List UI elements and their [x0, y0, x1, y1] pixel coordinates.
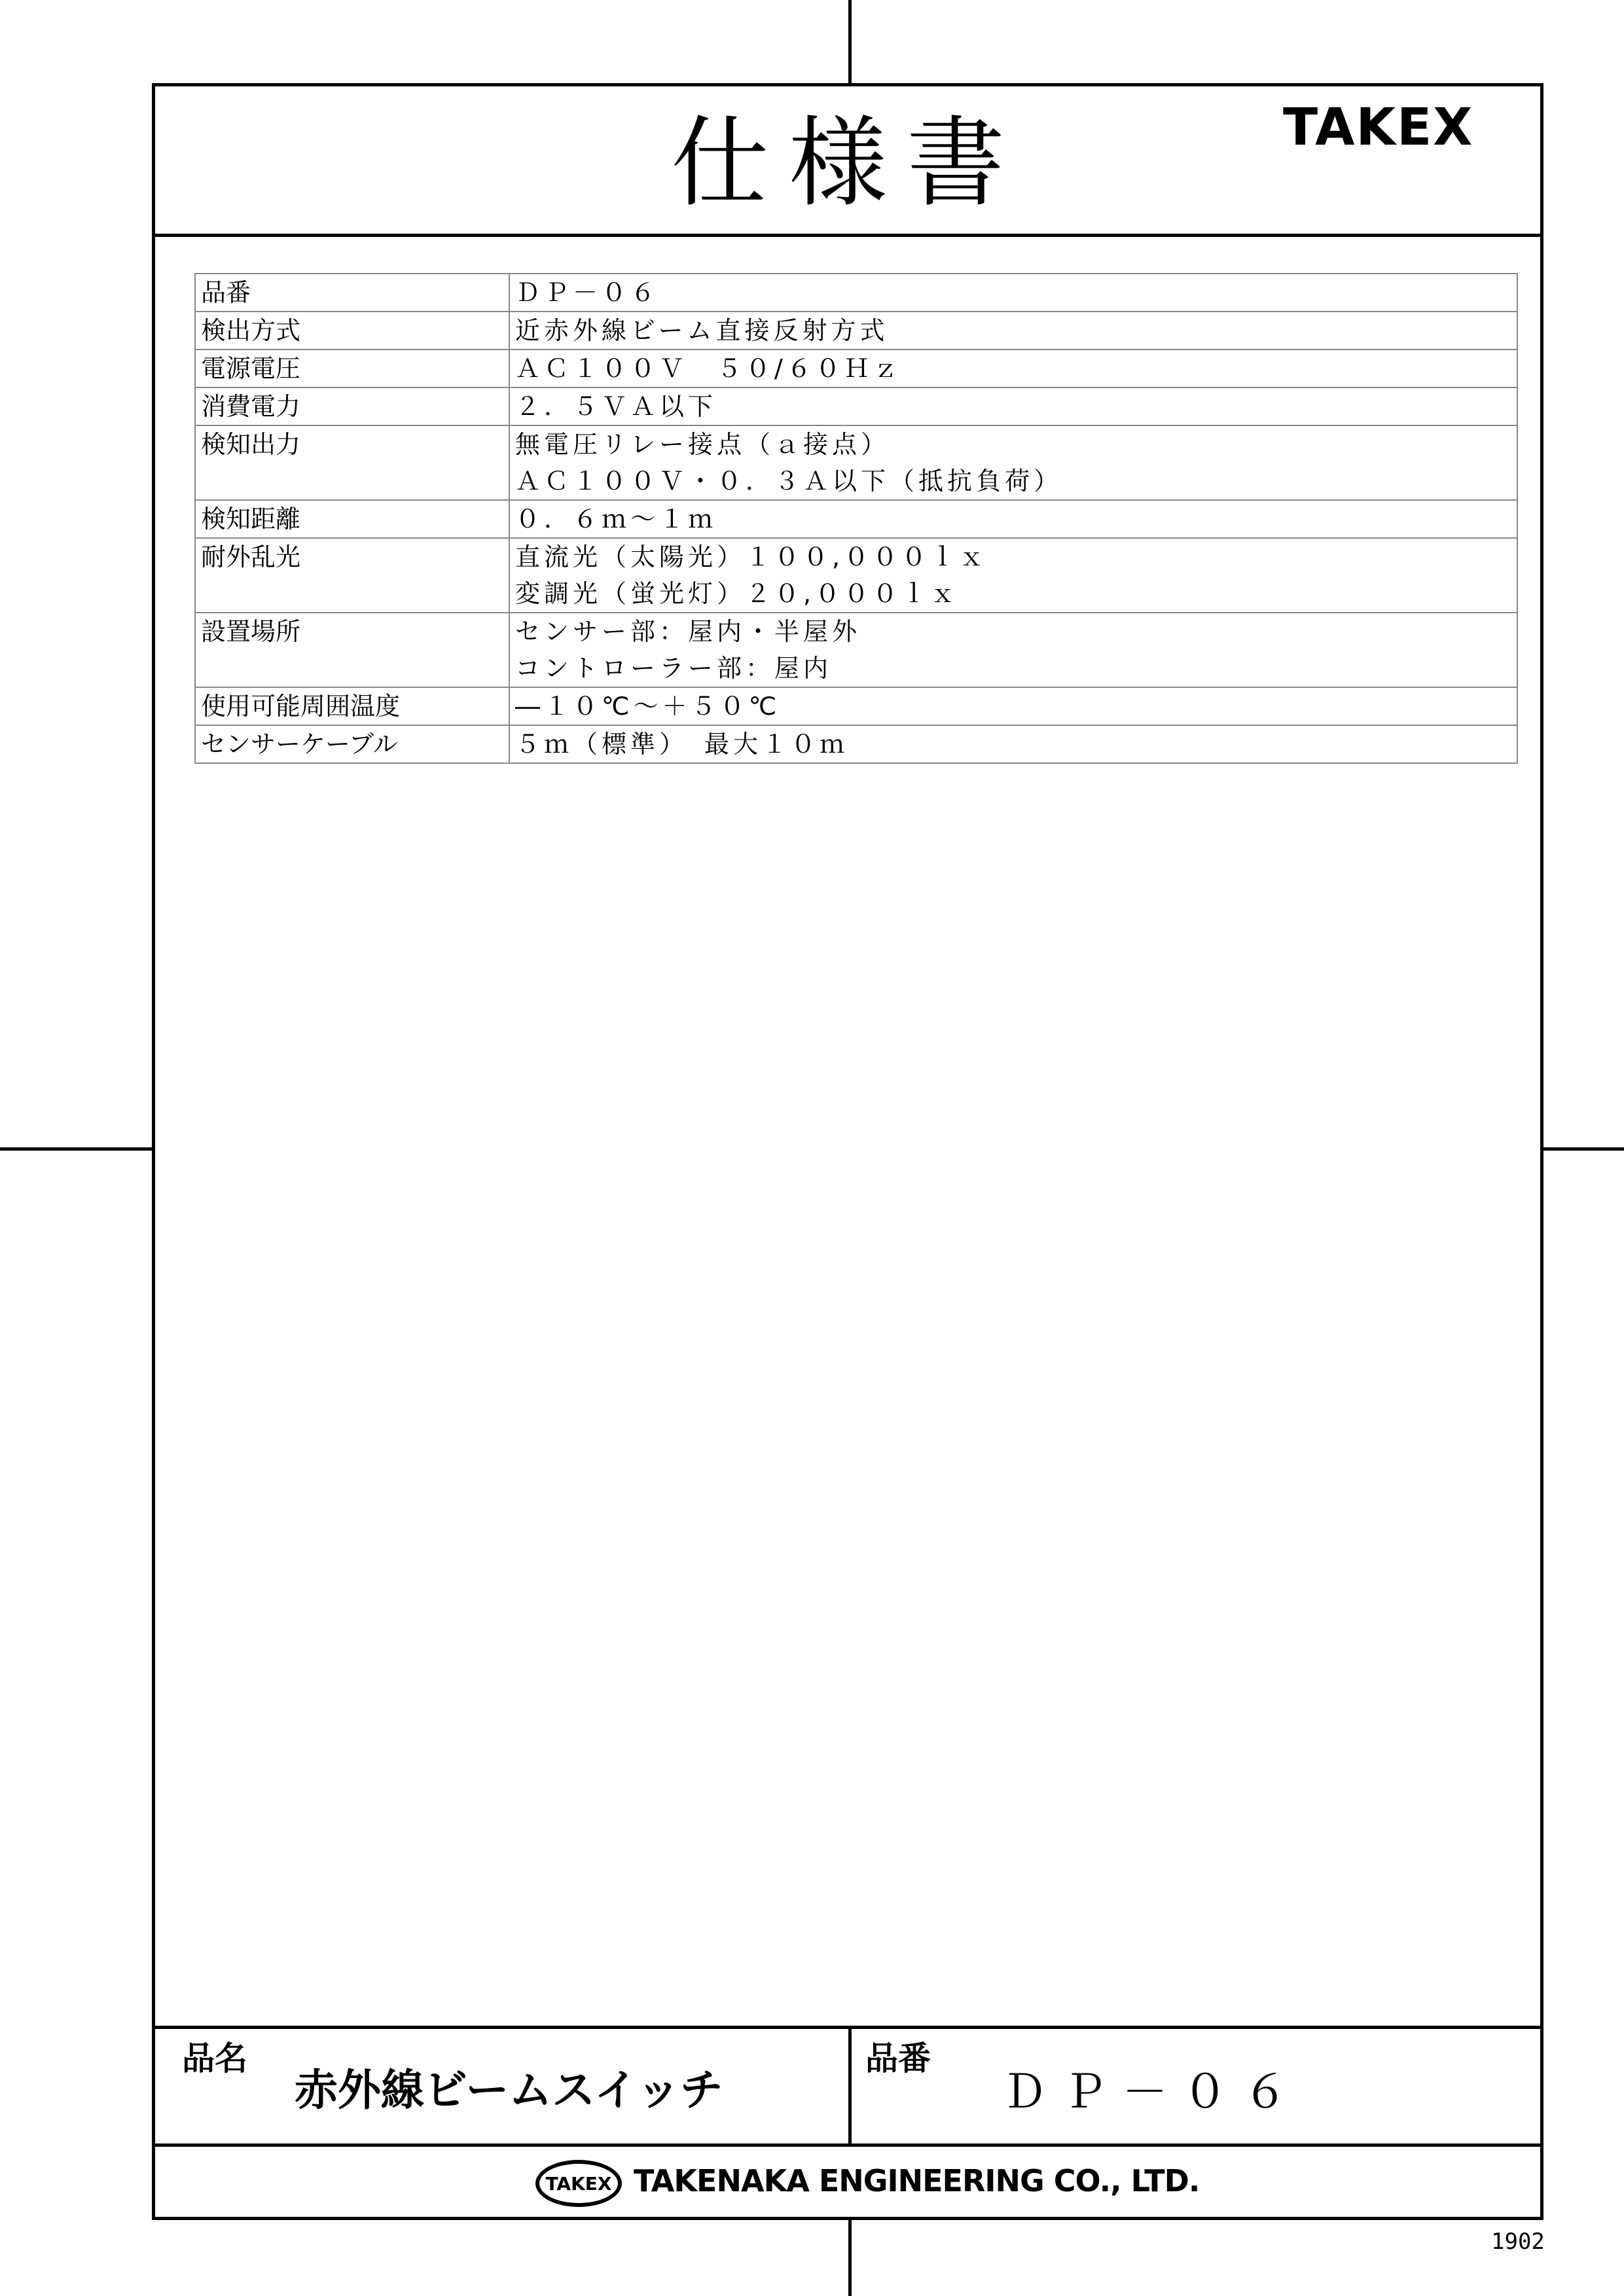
crop-mark-bottom [848, 2220, 852, 2296]
spec-table-body [195, 274, 1517, 763]
spec-row [195, 387, 1517, 425]
spec-label: 検出方式 [195, 312, 509, 350]
spec-row [195, 312, 1517, 350]
footer-company-divider [152, 2144, 1543, 2147]
footer-center-divider [848, 2026, 852, 2147]
spec-value [509, 387, 1517, 425]
spec-label: 消費電力 [195, 387, 509, 425]
spec-row [195, 725, 1517, 763]
crop-mark-top [848, 0, 852, 83]
spec-table [194, 273, 1518, 764]
spec-label: 使用可能周囲温度 [195, 687, 509, 725]
footer-top-divider [152, 2026, 1543, 2029]
spec-value [509, 425, 1517, 500]
spec-value [509, 274, 1517, 312]
spec-label: センサーケーブル [195, 725, 509, 763]
spec-value-line: ０．６ｍ～１ｍ [515, 505, 717, 533]
spec-value-line: ＡＣ１００Ｖ・０．３Ａ以下（抵抗負荷） [515, 467, 1063, 495]
spec-label: 電源電圧 [195, 350, 509, 387]
company-name: TAKENAKA ENGINEERING CO., LTD. [634, 2163, 1200, 2198]
spec-value [509, 687, 1517, 725]
spec-label: 設置場所 [195, 613, 509, 687]
spec-value-line: 無電圧リレー接点（ａ接点） [515, 430, 890, 459]
spec-value-line: ＡＣ１００Ｖ ５０/６０Ｈｚ [515, 354, 902, 383]
spec-row [195, 350, 1517, 387]
spec-value-line: 近赤外線ビーム直接反射方式 [515, 316, 889, 345]
page-title: 仕様書 [670, 107, 1024, 221]
brand-logo: TAKEX [1283, 98, 1474, 157]
spec-value-line: ２．５ＶＡ以下 [515, 392, 717, 421]
spec-value-line: ５ｍ（標準） 最大１０ｍ [515, 730, 849, 759]
spec-value-line: コントローラー部：屋内 [515, 654, 833, 683]
spec-row [195, 500, 1517, 538]
spec-value [509, 613, 1517, 687]
spec-row [195, 538, 1517, 613]
spec-label: 検知出力 [195, 425, 509, 500]
header-divider [152, 234, 1543, 237]
spec-label: 耐外乱光 [195, 538, 509, 613]
spec-value-line: 変調光（蛍光灯）２０,０００ｌｘ [515, 579, 960, 608]
spec-label: 検知距離 [195, 500, 509, 538]
spec-row [195, 274, 1517, 312]
takex-oval-logo: TAKEX [535, 2160, 622, 2207]
spec-value-line: センサー部：屋内・半屋外 [515, 617, 861, 646]
spec-label: 品番 [195, 274, 509, 312]
spec-value [509, 312, 1517, 350]
spec-value [509, 725, 1517, 763]
crop-mark-left [0, 1147, 152, 1151]
product-name: 赤外線ビームスイッチ [295, 2065, 723, 2115]
spec-value-line: 直流光（太陽光）１００,０００ｌｘ [515, 543, 988, 571]
spec-value-line: ＤＰ－０６ [515, 278, 660, 307]
product-name-label: 品名 [182, 2039, 247, 2077]
product-code: ＤＰ－０６ [1001, 2065, 1303, 2119]
spec-value-line: ―１０℃～＋５０℃ [515, 692, 781, 721]
spec-row [195, 613, 1517, 687]
crop-mark-right [1543, 1147, 1624, 1151]
spec-value [509, 350, 1517, 387]
spec-value [509, 538, 1517, 613]
product-code-label: 品番 [865, 2039, 931, 2077]
spec-row [195, 687, 1517, 725]
document-number: 1902 [1491, 2229, 1545, 2255]
spec-row [195, 425, 1517, 500]
spec-value [509, 500, 1517, 538]
